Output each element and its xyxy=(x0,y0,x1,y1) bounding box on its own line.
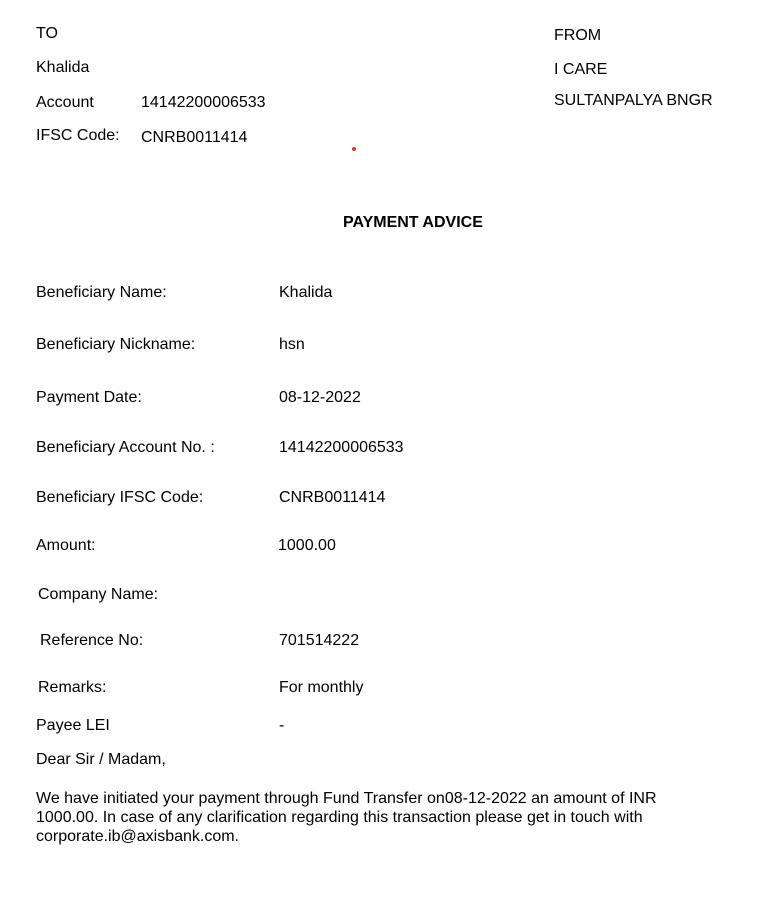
field-label-reference-no: Reference No: xyxy=(40,632,144,649)
field-value-beneficiary-nickname: hsn xyxy=(279,336,305,353)
field-label-beneficiary-account: Beneficiary Account No. : xyxy=(36,439,215,456)
field-value-beneficiary-ifsc: CNRB0011414 xyxy=(279,489,386,506)
field-label-beneficiary-ifsc: Beneficiary IFSC Code: xyxy=(36,489,204,506)
field-label-remarks: Remarks: xyxy=(38,679,107,696)
field-label-beneficiary-name: Beneficiary Name: xyxy=(36,284,167,301)
field-label-amount: Amount: xyxy=(36,537,96,554)
field-value-payment-date: 08-12-2022 xyxy=(279,389,361,406)
field-value-amount: 1000.00 xyxy=(278,537,336,554)
field-value-remarks: For monthly xyxy=(279,679,364,696)
red-dot-mark xyxy=(352,147,356,151)
from-line-2: SULTANPALYA BNGR xyxy=(554,92,713,109)
field-value-payee-lei: - xyxy=(279,717,285,734)
from-heading: FROM xyxy=(554,27,602,44)
salutation: Dear Sir / Madam, xyxy=(36,751,166,768)
from-line-1: I CARE xyxy=(554,61,608,78)
field-label-company-name: Company Name: xyxy=(38,586,159,603)
field-label-beneficiary-nickname: Beneficiary Nickname: xyxy=(36,336,196,353)
page-title: PAYMENT ADVICE xyxy=(343,214,483,231)
to-account-value: 14142200006533 xyxy=(141,94,266,111)
to-account-label: Account xyxy=(36,94,94,111)
field-label-payee-lei: Payee LEI xyxy=(36,717,110,734)
field-value-beneficiary-account: 14142200006533 xyxy=(279,439,404,456)
to-ifsc-label: IFSC Code: xyxy=(36,127,120,144)
field-value-reference-no: 701514222 xyxy=(279,632,360,649)
field-value-beneficiary-name: Khalida xyxy=(279,284,333,301)
field-label-payment-date: Payment Date: xyxy=(36,389,142,406)
to-heading: TO xyxy=(36,25,58,42)
to-name: Khalida xyxy=(36,59,90,76)
to-ifsc-value: CNRB0011414 xyxy=(141,129,248,146)
message-paragraph: We have initiated your payment through Fund Transfer on08-12-2022 an amount of INR 1000.00. In case of any clarification regarding this transaction please get in touch with corporate.ib@axisbank.com. xyxy=(36,790,657,845)
